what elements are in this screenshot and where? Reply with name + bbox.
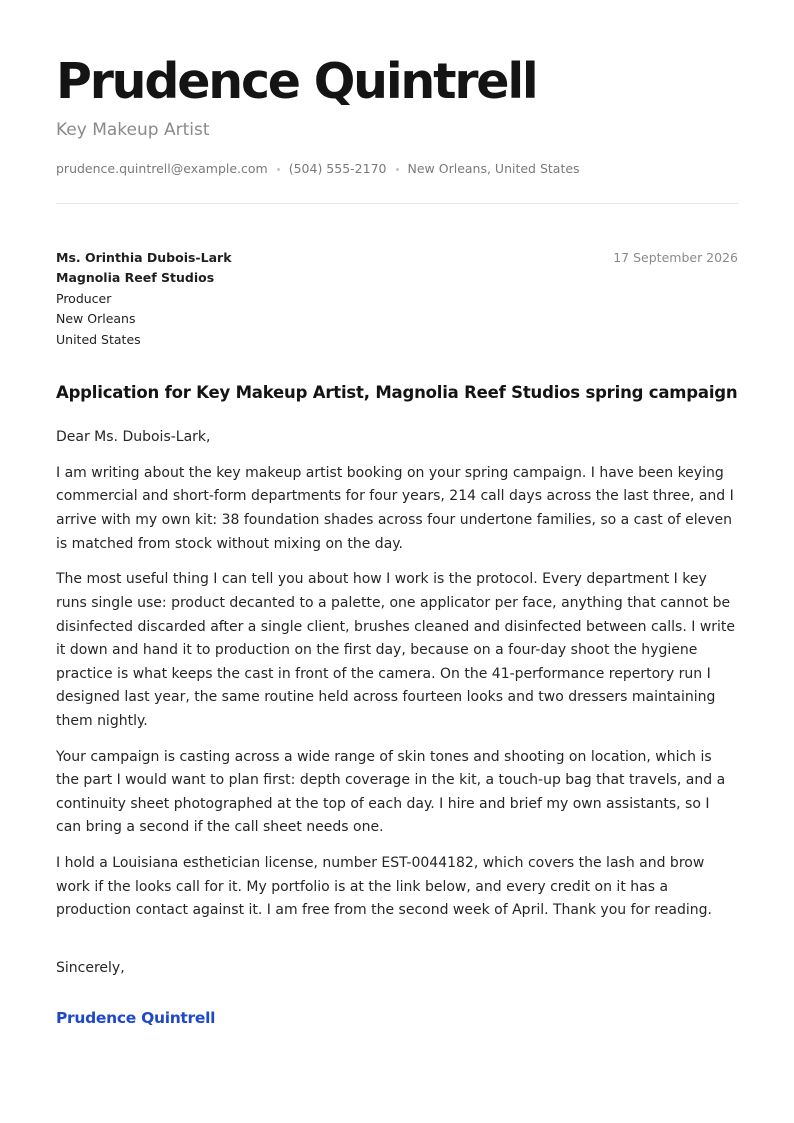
- contact-email[interactable]: prudence.quintrell@example.com: [56, 161, 268, 176]
- header-divider: [56, 203, 738, 204]
- contact-phone[interactable]: (504) 555-2170: [288, 161, 387, 176]
- recipient-city: New Orleans: [56, 311, 136, 327]
- body-paragraph: I am writing about the key makeup artist booking on your spring campaign. I have been keying commercial and short-form departments for four years, 214 call days across the last three, and I arrive with my own kit: 38 foundation shades across four undertone families, so a cast of eleven is matched from stock without mixing on the day.: [56, 464, 734, 552]
- applicant-role: Key Makeup Artist: [56, 120, 210, 140]
- recipient-name: Ms. Orinthia Dubois-Lark: [56, 250, 232, 265]
- body-paragraph: I hold a Louisiana esthetician license, number EST-0044182, which covers the lash and brow work if the looks call for it. My portfolio is at the link below, and every credit on it has a production contact against it. I am free from the second week of April. Thank you for reading.: [56, 855, 712, 919]
- separator-dot: [396, 168, 399, 171]
- contact-location: New Orleans, United States: [407, 161, 580, 176]
- recipient-country: United States: [56, 331, 141, 347]
- separator-dot: [277, 168, 280, 171]
- body-paragraph: Your campaign is casting across a wide range of skin tones and shooting on location, which is the part I would want to plan first: depth coverage in the kit, a touch-up bag that travels, and a continuity sheet photographed at the top of each day. I hire and brief my own assistants, so I can bring a second if the call sheet needs one.: [56, 748, 726, 836]
- applicant-name: Prudence Quintrell: [56, 53, 537, 110]
- letter-body: [56, 426, 738, 935]
- letter-date: 17 September 2026: [613, 250, 738, 265]
- recipient-company: Magnolia Reef Studios: [56, 270, 215, 286]
- signature: Prudence Quintrell: [56, 1009, 216, 1027]
- salutation: Dear Ms. Dubois-Lark,: [56, 429, 211, 445]
- recipient-title: Producer: [56, 290, 112, 306]
- body-paragraph: The most useful thing I can tell you about how I work is the protocol. Every department I key runs single use: product decanted to a palette, one applicator per face, anything that cannot be disinfected discarded after a single client, brushes cleaned and disinfected between calls. I write it down and hand it to production on the first day, because on a four-day shoot the hygiene practice is what keeps the cast in front of the camera. On the 41-performance repertory run I designed last year, the same routine held across fourteen looks and two dressers maintaining them nightly.: [56, 571, 736, 729]
- recipient-block: [56, 248, 232, 350]
- letter-subject: Application for Key Makeup Artist, Magnolia Reef Studios spring campaign: [56, 383, 738, 402]
- contact-line: [56, 160, 580, 178]
- closing: Sincerely,: [56, 960, 125, 976]
